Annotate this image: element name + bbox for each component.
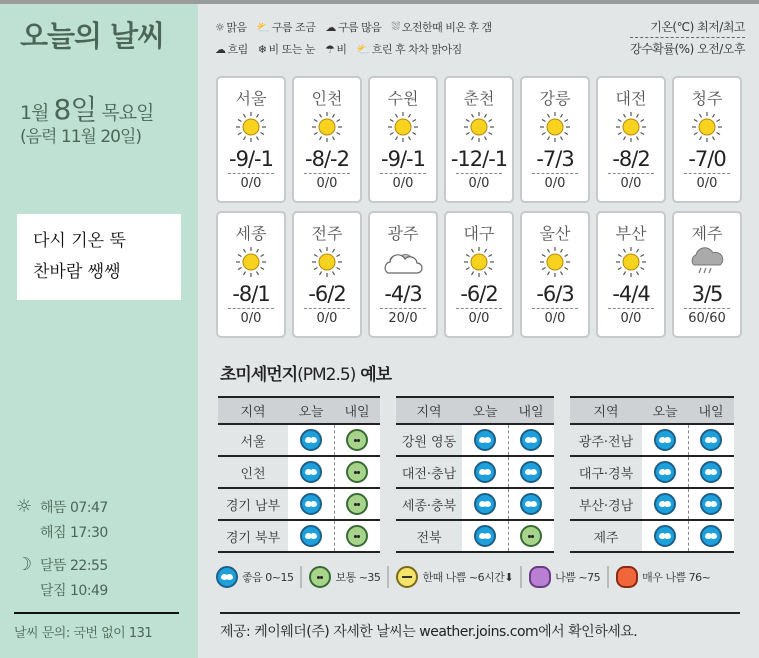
pm-good-face-icon <box>520 429 542 451</box>
pm-good-face-icon <box>520 493 542 515</box>
pm-header: 내일 <box>508 398 554 424</box>
table-row <box>396 456 554 488</box>
pm-norm-face-icon <box>346 429 368 451</box>
units-legend <box>630 16 745 60</box>
city-card <box>520 211 590 338</box>
sun-icon <box>522 243 588 281</box>
pm-legend-label: 매우 나쁨 76~ <box>642 571 711 584</box>
precip-chance: 0/0 <box>468 176 490 191</box>
sunrise-text: 해뜸 07:47 <box>40 500 108 516</box>
legend-label: 비 <box>336 43 347 56</box>
rain-or-snow-icon: ❄ <box>257 42 267 56</box>
date-weekday: 목요일 <box>101 102 154 124</box>
temperature: -8/-2 <box>305 147 349 171</box>
pm-table-3 <box>570 396 734 553</box>
pm-region: 세종·충북 <box>396 488 462 520</box>
precip-unit: 강수확률(%) 오전/오후 <box>630 42 745 56</box>
city-name: 부산 <box>615 224 647 243</box>
sunset <box>16 522 108 542</box>
pm-legend-item <box>216 566 302 588</box>
sun-icon <box>522 108 588 146</box>
city-name: 강릉 <box>539 89 571 108</box>
mostly-cloudy-icon: ☁ <box>325 20 336 34</box>
pm-header: 오늘 <box>288 398 334 424</box>
city-card <box>216 76 286 203</box>
city-name: 광주 <box>387 224 419 243</box>
precip-chance: 0/0 <box>620 311 642 326</box>
pm-good-face-icon <box>700 429 722 451</box>
pm-region: 강원 영동 <box>396 424 462 456</box>
table-row <box>218 488 380 520</box>
sun-icon <box>370 108 436 146</box>
sun-icon <box>446 108 512 146</box>
temperature: -6/2 <box>308 282 346 306</box>
divider <box>304 173 350 174</box>
divider <box>608 173 654 174</box>
temperature: -4/4 <box>612 282 650 306</box>
precip-chance: 60/60 <box>688 311 726 326</box>
divider <box>380 173 426 174</box>
temp-unit: 기온(℃) 최저/최고 <box>630 16 745 38</box>
pm-good-face-icon <box>474 429 496 451</box>
legend-label: 맑음 <box>226 21 247 34</box>
legend-label: 오전한때 비온 후 갬 <box>401 21 492 34</box>
pm-legend-item <box>302 566 389 588</box>
temperature: -7/3 <box>536 147 574 171</box>
pm-legend-label: 나쁨 ~75 <box>555 571 601 584</box>
divider <box>608 308 654 309</box>
table-row <box>570 424 734 456</box>
pm-header: 오늘 <box>642 398 688 424</box>
table-row <box>218 456 380 488</box>
pm-legend-item <box>609 566 717 588</box>
city-card <box>292 76 362 203</box>
precip-chance: 0/0 <box>696 176 718 191</box>
pm-header: 오늘 <box>462 398 508 424</box>
headline-line-1: 다시 기온 뚝 <box>33 231 126 251</box>
pm-good-face-icon <box>300 525 322 547</box>
sun-icon <box>674 108 740 146</box>
pm-bad1-face-icon <box>396 566 418 588</box>
pm-legend <box>216 566 717 588</box>
precip-chance: 20/0 <box>388 311 418 326</box>
city-card <box>216 211 286 338</box>
cloudy-then-clear-icon: ⛅ <box>356 42 370 56</box>
city-name: 청주 <box>691 89 723 108</box>
pm-good-face-icon <box>474 493 496 515</box>
divider <box>532 173 578 174</box>
pm-norm-face-icon <box>346 493 368 515</box>
pm-region: 경기 남부 <box>218 488 288 520</box>
pm-norm-face-icon <box>309 566 331 588</box>
precip-chance: 0/0 <box>392 176 414 191</box>
sun-outline-icon: ☼ <box>16 496 32 517</box>
temperature: -8/1 <box>232 282 270 306</box>
sun-icon: ☼ <box>215 20 225 34</box>
partly-cloudy-icon: ⛅ <box>256 20 270 34</box>
moonset-text: 달짐 10:49 <box>40 583 108 599</box>
city-card <box>368 76 438 203</box>
temperature: -12/-1 <box>450 147 508 171</box>
pm-table-2 <box>396 396 554 553</box>
temperature: -8/2 <box>612 147 650 171</box>
pm-table-1 <box>218 396 380 553</box>
city-name: 수원 <box>387 89 419 108</box>
precip-chance: 0/0 <box>468 311 490 326</box>
divider <box>684 308 730 309</box>
sun-icon <box>598 243 664 281</box>
pm-title <box>220 360 391 385</box>
pm-header: 지역 <box>570 398 642 424</box>
pm-good-face-icon <box>654 525 676 547</box>
pm-region: 인천 <box>218 456 288 488</box>
legend-label: 흐림 <box>227 43 248 56</box>
precip-chance: 0/0 <box>316 176 338 191</box>
rain-icon: ☂ <box>324 42 335 56</box>
date-day: 8일 <box>53 93 97 126</box>
temperature: -9/-1 <box>381 147 425 171</box>
precip-chance: 0/0 <box>316 311 338 326</box>
city-card <box>292 211 362 338</box>
pm-region: 서울 <box>218 424 288 456</box>
table-row <box>396 488 554 520</box>
sunset-text: 해짐 17:30 <box>40 525 108 541</box>
city-card <box>520 76 590 203</box>
city-name: 세종 <box>235 224 267 243</box>
headline-box <box>17 214 181 300</box>
divider <box>532 308 578 309</box>
city-name: 인천 <box>311 89 343 108</box>
pm-region: 제주 <box>570 520 642 552</box>
sun-icon <box>218 243 284 281</box>
city-name: 울산 <box>539 224 571 243</box>
pm-good-face-icon <box>654 429 676 451</box>
pm-bad3-face-icon <box>616 566 638 588</box>
pm-region: 광주·전남 <box>570 424 642 456</box>
table-row <box>396 520 554 552</box>
city-card <box>596 76 666 203</box>
pm-good-face-icon <box>474 525 496 547</box>
pm-legend-label: 좋음 0~15 <box>242 571 294 584</box>
pm-good-face-icon <box>300 493 322 515</box>
pm-good-face-icon <box>700 493 722 515</box>
pm-good-face-icon <box>300 461 322 483</box>
pm-good-face-icon <box>216 566 238 588</box>
pm-region: 전북 <box>396 520 462 552</box>
pm-good-face-icon <box>300 429 322 451</box>
legend-label: 비 또는 눈 <box>268 43 315 56</box>
pm-title-mid: (PM2.5) <box>297 365 356 385</box>
overcast-icon: ☁ <box>215 42 226 56</box>
divider <box>380 308 426 309</box>
mostly-cloudy-icon <box>370 243 436 281</box>
pm-region: 부산·경남 <box>570 488 642 520</box>
pm-good-face-icon <box>654 493 676 515</box>
date-month: 1월 <box>20 102 49 124</box>
city-name: 대전 <box>615 89 647 108</box>
table-row <box>218 424 380 456</box>
pm-good-face-icon <box>474 461 496 483</box>
temperature: 3/5 <box>691 282 723 306</box>
weather-legend <box>215 16 492 60</box>
moon-icon: ☽ <box>16 554 32 575</box>
city-card <box>444 211 514 338</box>
divider <box>304 308 350 309</box>
am-rain-then-clear-icon: ⛆ <box>391 20 400 33</box>
temperature: -9/-1 <box>229 147 273 171</box>
divider <box>14 612 179 614</box>
page-title: 오늘의 날씨 <box>20 19 165 53</box>
pm-good-face-icon <box>520 461 542 483</box>
pm-header: 지역 <box>218 398 288 424</box>
pm-legend-item <box>522 566 609 588</box>
precip-chance: 0/0 <box>240 176 262 191</box>
pm-header: 내일 <box>334 398 380 424</box>
city-name: 제주 <box>691 224 723 243</box>
pm-norm-face-icon <box>346 461 368 483</box>
pm-good-face-icon <box>700 525 722 547</box>
divider <box>684 173 730 174</box>
table-row <box>396 424 554 456</box>
city-name: 대구 <box>463 224 495 243</box>
temperature: -6/3 <box>536 282 574 306</box>
pm-good-face-icon <box>700 461 722 483</box>
precip-chance: 0/0 <box>240 311 262 326</box>
inquiry-text: 날씨 문의: 국번 없이 131 <box>14 626 153 641</box>
pm-good-face-icon <box>654 461 676 483</box>
pm-title-end: 예보 <box>355 365 392 385</box>
pm-region: 대구·경북 <box>570 456 642 488</box>
legend-label: 구름 조금 <box>271 21 316 34</box>
temperature: -6/2 <box>460 282 498 306</box>
city-card <box>596 211 666 338</box>
precip-chance: 0/0 <box>544 176 566 191</box>
city-card <box>368 211 438 338</box>
pm-header: 내일 <box>688 398 734 424</box>
divider <box>228 308 274 309</box>
pm-region: 경기 북부 <box>218 520 288 552</box>
sun-icon <box>294 108 360 146</box>
credit-text: 제공: 케이웨더(주) 자세한 날씨는 weather.joins.com에서 확인하세요. <box>220 624 638 640</box>
legend-label: 구름 많음 <box>337 21 382 34</box>
pm-norm-face-icon <box>346 525 368 547</box>
headline-line-2: 찬바람 쌩쌩 <box>33 262 121 282</box>
divider <box>220 612 740 614</box>
city-name: 서울 <box>235 89 267 108</box>
table-row <box>570 520 734 552</box>
divider <box>456 308 502 309</box>
moonrise <box>16 554 108 575</box>
temperature: -7/0 <box>688 147 726 171</box>
rain-icon <box>674 243 740 281</box>
sun-icon <box>218 108 284 146</box>
city-card <box>672 76 742 203</box>
sunrise <box>16 496 108 517</box>
table-row <box>218 520 380 552</box>
divider <box>456 173 502 174</box>
pm-title-bold: 초미세먼지 <box>220 365 298 385</box>
precip-chance: 0/0 <box>544 311 566 326</box>
pm-region: 대전·충남 <box>396 456 462 488</box>
city-forecast-grid <box>216 76 742 338</box>
city-card <box>444 76 514 203</box>
pm-legend-label: 한때 나쁨 ~6시간⬇ <box>422 571 514 584</box>
table-row <box>570 456 734 488</box>
legend-label: 흐린 후 차차 맑아짐 <box>371 43 462 56</box>
sun-icon <box>598 108 664 146</box>
precip-chance: 0/0 <box>620 176 642 191</box>
sun-icon <box>446 243 512 281</box>
moonset <box>16 580 108 600</box>
pm-norm-face-icon <box>520 525 542 547</box>
city-card <box>672 211 742 338</box>
divider <box>228 173 274 174</box>
city-name: 춘천 <box>463 89 495 108</box>
temperature: -4/3 <box>384 282 422 306</box>
pm-legend-item <box>389 566 522 588</box>
sun-icon <box>294 243 360 281</box>
pm-legend-label: 보통 ~35 <box>335 571 381 584</box>
lunar-date: (음력 11월 20일) <box>20 127 142 147</box>
table-row <box>570 488 734 520</box>
city-name: 전주 <box>311 224 343 243</box>
moonrise-text: 달뜸 22:55 <box>40 558 108 574</box>
pm-bad2-face-icon <box>529 566 551 588</box>
pm-header: 지역 <box>396 398 462 424</box>
